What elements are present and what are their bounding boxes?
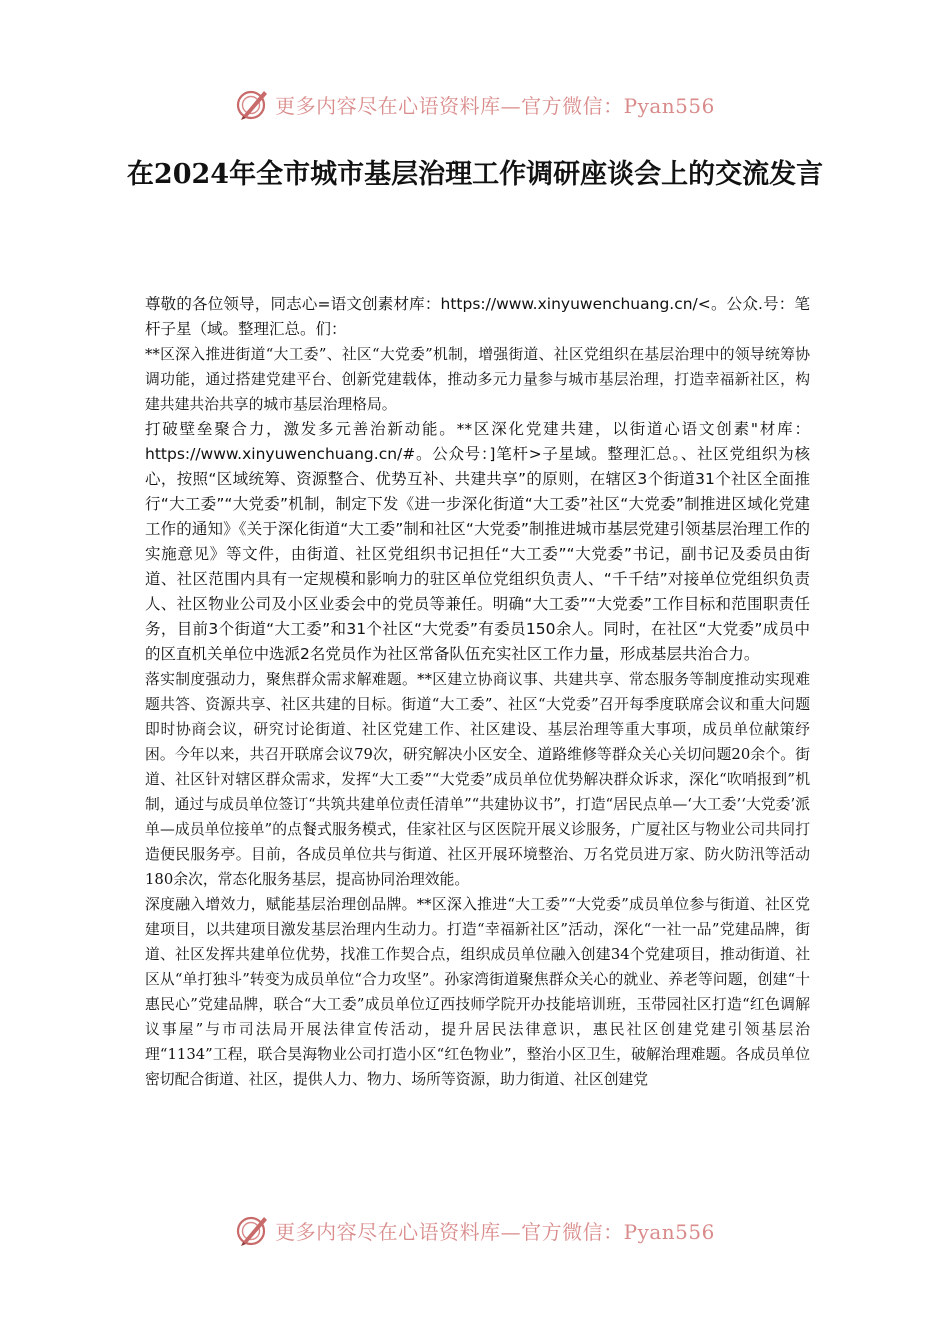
pen-logo-icon bbox=[235, 1212, 271, 1248]
paragraph-section-1: 打破壁垒聚合力，激发多元善治新动能。**区深化党建共建，以街道心语文创素"材库：https://www.xinyuwenchuang.cn/#。公众号：]笔杆>子星域。整理汇总。、社区党组织为核心，按照“区域统筹、资源整合、优势互补、共建共享”的原则，在辖区3个街道31个社区全面推行“大工委”“大党委”机制，制定下发《进一步深化街道“大工委”社区“大党委”制推进区域化党建工作的通知》《关于深化街道“大工委”制和社区“大党委”制推进城市基层党建引领基层治理工作的实施意见》等文件，由街道、社区党组织书记担任“大工委”“大党委”书记，副书记及委员由街道、社区范围内具有一定规模和影响力的驻区单位党组织负责人、“千千结”对接单位党组织负责人、社区物业公司及小区业委会中的党员等兼任。明确“大工委”“大党委”工作目标和范围职责任务，目前3个街道“大工委”和31个社区“大党委”有委员150余人。同时，在社区“大党委”成员中的区直机关单位中选派2名党员作为社区常备队伍充实社区工作力量，形成基层共治合力。 bbox=[145, 420, 810, 663]
watermark-footer bbox=[0, 1208, 950, 1252]
document-title: 在2024年全市城市基层治理工作调研座谈会上的交流发言 bbox=[126, 159, 824, 190]
paragraph-intro: **区深入推进街道“大工委”、社区“大党委”机制，增强街道、社区党组织在基层治理中的领导统筹协调功能，通过搭建党建平台、创新党建载体，推动多元力量参与城市基层治理，打造幸福新社区，构建共建共治共享的城市基层治理格局。 bbox=[145, 346, 810, 413]
pen-logo-icon bbox=[235, 86, 271, 122]
watermark-group bbox=[235, 1212, 715, 1248]
watermark-text: 更多内容尽在心语资料库—官方微信：Pyan556 bbox=[275, 93, 715, 118]
paragraph-section-3: 深度融入增效力，赋能基层治理创品牌。**区深入推进“大工委”“大党委”成员单位参与街道、社区党建项目，以共建项目激发基层治理内生动力。打造“幸福新社区”活动，深化“一社一品”党建品牌，街道、社区发挥共建单位优势，找准工作契合点，组织成员单位融入创建34个党建项目，推动街道、社区从“单打独斗”转变为成员单位“合力攻坚”。孙家湾街道聚焦群众关心的就业、养老等问题，创建“十惠民心”党建品牌，联合“大工委”成员单位辽西技师学院开办技能培训班，玉带园社区打造“红色调解议事屋”与市司法局开展法律宣传活动，提升居民法律意识，惠民社区创建党建引领基层治理“1134”工程，联合昊海物业公司打造小区“红色物业”，整治小区卫生，破解治理难题。各成员单位密切配合街道、社区，提供人力、物力、场所等资源，助力街道、社区创建党 bbox=[145, 896, 810, 1088]
paragraph-section-2: 落实制度强动力，聚焦群众需求解难题。**区建立协商议事、共建共享、常态服务等制度推动实现难题共答、资源共享、社区共建的目标。街道“大工委”、社区“大党委”召开每季度联席会议和重大问题即时协商会议，研究讨论街道、社区党建工作、社区建设、基层治理等重大事项，成员单位献策纾困。今年以来，共召开联席会议79次，研究解决小区安全、道路维修等群众关心关切问题20余个。街道、社区针对辖区群众需求，发挥“大工委”“大党委”成员单位优势解决群众诉求，深化“吹哨报到”机制，通过与成员单位签订“共筑共建单位责任清单”“共建协议书”，打造“居民点单—‘大工委’‘大党委’派单—成员单位接单”的点餐式服务模式，佳家社区与区医院开展义诊服务，广厦社区与物业公司共同打造便民服务亭。目前，各成员单位共与街道、社区开展环境整治、万名党员进万家、防火防汛等活动180余次，常态化服务基层，提高协同治理效能。 bbox=[145, 671, 810, 888]
watermark-text: 更多内容尽在心语资料库—官方微信：Pyan556 bbox=[275, 1219, 715, 1244]
watermark-group bbox=[235, 86, 715, 122]
document-body bbox=[145, 292, 810, 1092]
paragraph-greeting: 尊敬的各位领导，同志心=语文创素材库：https://www.xinyuwenchuang.cn/<。公众.号：笔杆子星（域。整理汇总。们： bbox=[145, 295, 810, 338]
watermark-header bbox=[0, 82, 950, 126]
